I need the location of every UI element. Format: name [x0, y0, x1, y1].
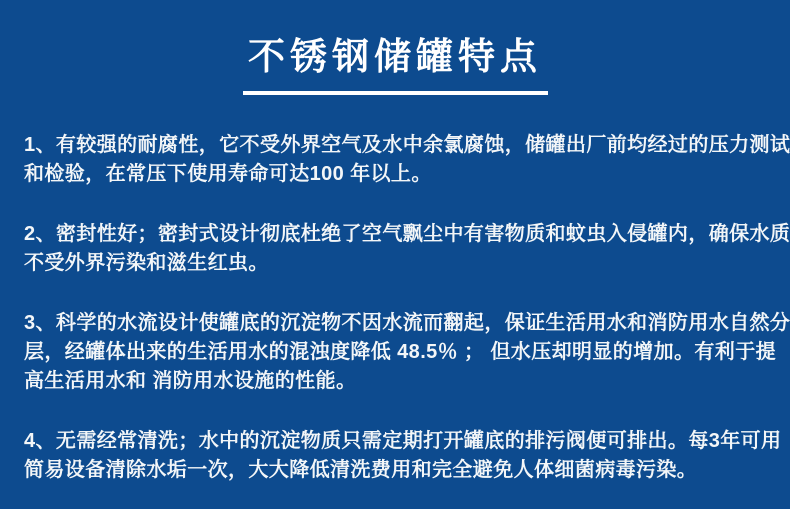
feature-2-line-2: 不受外界污染和滋生红虫。: [24, 252, 269, 274]
feature-3-line-2: 层，经罐体出来的生活用水的混浊度降低 48.5％ ； 但水压却明显的增加。有利于提: [24, 341, 776, 363]
feature-2-line-1: 2、密封性好；密封式设计彻底杜绝了空气飘尘中有害物质和蚊虫入侵罐内，确保水质: [24, 223, 790, 245]
feature-4-line-2: 简易设备清除水垢一次，大大降低清洗费用和完全避免人体细菌病毒污染。: [24, 459, 698, 481]
poster-header: [0, 0, 790, 95]
feature-1-line-2: 和检验，在常压下使用寿命可达100 年以上。: [24, 163, 432, 185]
feature-4-line-1: 4、无需经常清洗；水中的沉淀物质只需定期打开罐底的排污阀便可排出。每3年可用: [24, 430, 782, 452]
feature-paragraph-1: [24, 131, 790, 189]
page-title: 不锈钢储罐特点: [248, 36, 542, 77]
feature-3-line-1: 3、科学的水流设计使罐底的沉淀物不因水流而翻起，保证生活用水和消防用水自然分: [24, 312, 790, 334]
feature-list: [0, 95, 790, 485]
feature-paragraph-3: [24, 309, 790, 396]
feature-paragraph-2: [24, 220, 790, 278]
feature-3-line-3: 高生活用水和 消防用水设施的性能。: [24, 370, 357, 392]
feature-paragraph-4: [24, 427, 782, 485]
feature-1-line-1: 1、有较强的耐腐性，它不受外界空气及水中余氯腐蚀，储罐出厂前均经过的压力测试: [24, 134, 790, 156]
